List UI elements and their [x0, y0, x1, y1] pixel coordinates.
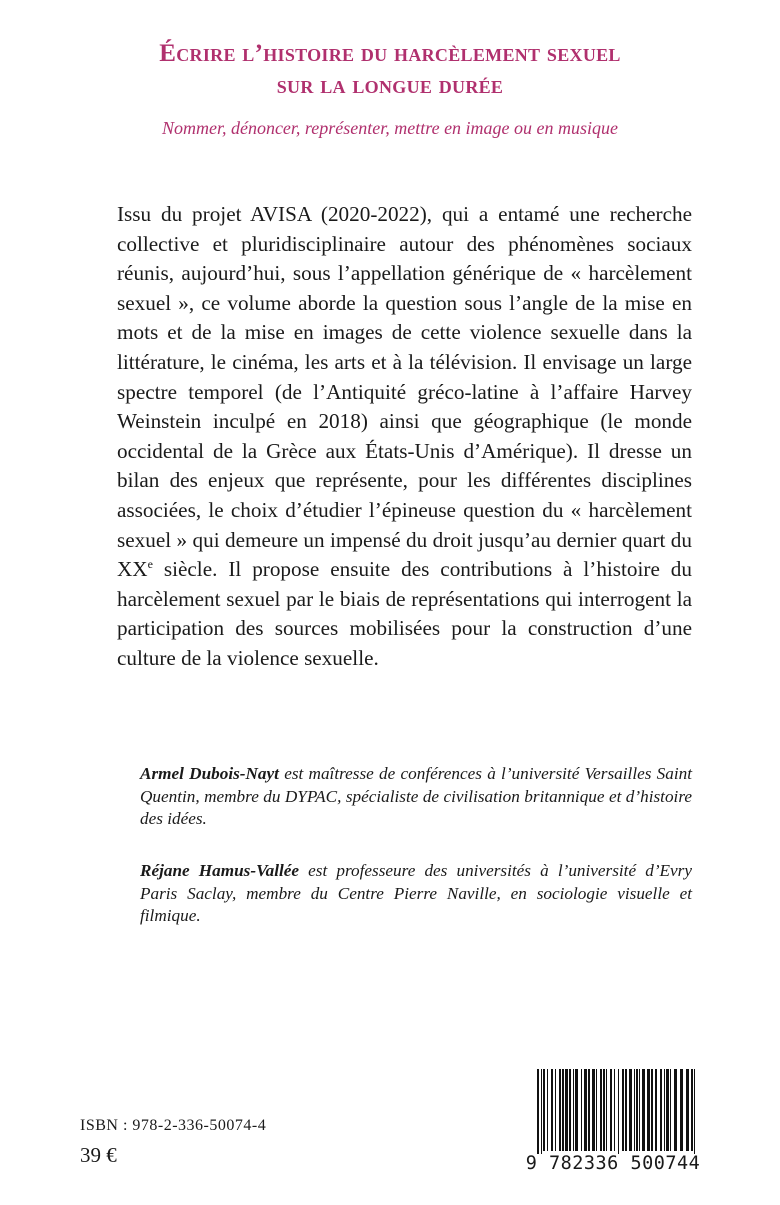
- barcode-bar: [642, 1069, 645, 1151]
- author-name-1: Armel Dubois-Nayt: [140, 764, 279, 783]
- barcode-bar: [565, 1069, 568, 1151]
- author-bio-1: [140, 763, 692, 831]
- barcode-bar: [622, 1069, 624, 1151]
- book-title-line-2: sur la longue durée: [276, 72, 504, 99]
- barcode-bar: [639, 1069, 640, 1151]
- barcode-bar: [625, 1069, 627, 1151]
- barcode-bar: [614, 1069, 615, 1151]
- barcode-bar: [606, 1069, 607, 1151]
- author-bio-text-1: est maîtresse de conférences à l’université Versailles Saint Quentin, membre du DYPAC, spécialiste de civilisation britannique et d’histoire des idées.: [140, 764, 692, 828]
- summary-paragraph: [117, 200, 692, 674]
- barcode-bar: [674, 1069, 677, 1151]
- barcode-bar: [555, 1069, 556, 1151]
- barcode-bar: [694, 1069, 695, 1155]
- book-subtitle: Nommer, dénoncer, représenter, mettre en image ou en musique: [161, 118, 619, 138]
- barcode-bar: [660, 1069, 662, 1151]
- book-title-line-1: Écrire l’histoire du harcèlement sexuel: [159, 40, 621, 67]
- barcode-bar: [651, 1069, 653, 1151]
- barcode-digits: 9 782336 500744: [519, 1154, 707, 1174]
- barcode-bar: [581, 1069, 582, 1151]
- barcode-bar: [600, 1069, 602, 1151]
- barcode-bar: [596, 1069, 597, 1151]
- barcode: [519, 1069, 707, 1177]
- barcode-bar: [584, 1069, 587, 1151]
- price-text: 39 €: [80, 1143, 117, 1167]
- barcode-bar: [636, 1069, 638, 1151]
- barcode-bar: [551, 1069, 553, 1151]
- summary-superscript: e: [147, 557, 153, 572]
- author-bio-text-2: est professeure des universités à l’université d’Evry Paris Saclay, membre du Centre Pierre Naville, en sociologie visuelle et filmique.: [140, 861, 692, 925]
- author-bio-2: [140, 860, 692, 928]
- barcode-bar: [543, 1069, 545, 1151]
- barcode-bar: [575, 1069, 578, 1151]
- barcode-bar: [670, 1069, 671, 1151]
- barcode-bar: [588, 1069, 590, 1151]
- barcode-bar: [562, 1069, 564, 1151]
- barcode-bar: [541, 1069, 542, 1155]
- summary-text-part-2: siècle. Il propose ensuite des contributions à l’histoire du harcèlement sexuel par le biais de représentations qui interrogent la participation des sources mobilisées pour la construction d’une culture de la violence sexuelle.: [117, 557, 692, 670]
- barcode-bar: [629, 1069, 632, 1151]
- barcode-bars: [519, 1069, 707, 1155]
- barcode-bar: [537, 1069, 539, 1155]
- barcode-bar: [664, 1069, 665, 1151]
- barcode-bar: [634, 1069, 635, 1151]
- barcode-bar: [592, 1069, 595, 1151]
- barcode-bar: [666, 1069, 669, 1151]
- barcode-bar: [686, 1069, 689, 1151]
- summary-text-part-1: Issu du projet AVISA (2020-2022), qui a entamé une recherche collective et pluridisciplinaire autour des phénomènes sociaux réunis, aujourd’hui, sous l’appellation générique de « harcèlement sexuel », ce volume aborde la question sous l’angle de la mise en mots et de la mise en images de cette violence sexuelle dans la littérature, le cinéma, les arts et à la télévision. Il envisage un large spectre temporel (de l’Antiquité gréco-latine à l’affaire Harvey Weinstein inculpé en 2018) ainsi que géographique (le monde occidental de la Grèce aux États-Unis d’Amérique). Il dresse un bilan des enjeux que représente, pour les différentes disciplines associées, le choix d’étudier l’épineuse question du « harcèlement sexuel » qui demeure un impensé du droit jusqu’au dernier quart du XX: [117, 202, 692, 582]
- barcode-bar: [559, 1069, 561, 1151]
- barcode-bar: [573, 1069, 574, 1151]
- barcode-bar: [603, 1069, 605, 1151]
- barcode-bar: [647, 1069, 650, 1151]
- barcode-bar: [547, 1069, 548, 1151]
- barcode-bar: [610, 1069, 612, 1151]
- barcode-bar: [655, 1069, 657, 1151]
- isbn-text: ISBN : 978-2-336-50074-4: [80, 1117, 267, 1134]
- barcode-bar: [618, 1069, 619, 1155]
- barcode-bar: [569, 1069, 571, 1151]
- barcode-bar: [691, 1069, 693, 1151]
- barcode-bar: [680, 1069, 683, 1151]
- author-name-2: Réjane Hamus-Vallée: [140, 861, 300, 880]
